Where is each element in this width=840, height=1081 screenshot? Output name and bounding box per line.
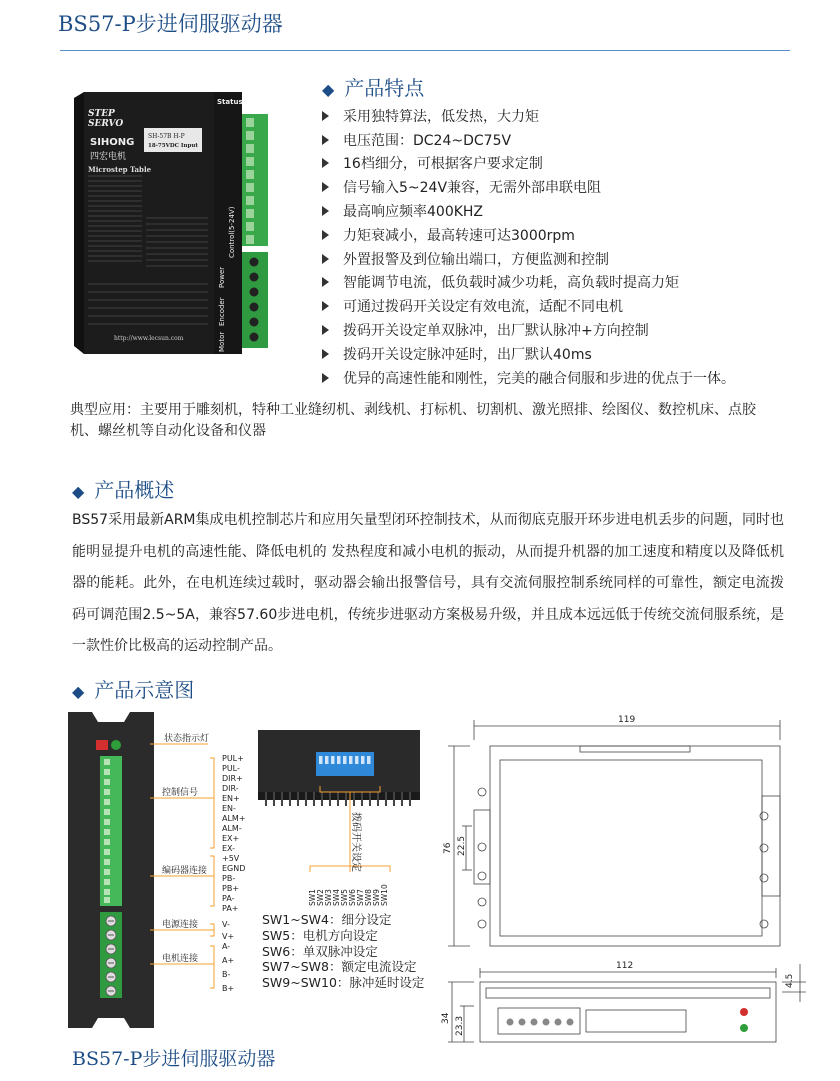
features-list [322, 104, 812, 390]
dim-depth: 34 [441, 1012, 451, 1024]
sw-label: SW6 [348, 889, 357, 906]
pin-label: PA- [222, 894, 235, 903]
feature-item: 优异的高速性能和刚性，完美的融合伺服和步进的优点于一体。 [322, 366, 812, 390]
pin-label: PA+ [222, 904, 239, 913]
sw-desc-item: SW5：电机方向设定 [262, 927, 378, 943]
status-group-label: 状态指示灯 [164, 734, 210, 744]
bullet-triangle-icon [322, 301, 329, 311]
diagram-title: 产品示意图 [94, 678, 195, 702]
pin-label: PUL- [222, 764, 240, 773]
bullet-triangle-icon [322, 277, 329, 287]
sw-desc-item: SW9~SW10：脉冲延时设定 [262, 975, 425, 991]
input-label: 18-75VDC Input [148, 143, 198, 149]
control-label: Control(5-24V) [228, 206, 236, 258]
bullet-triangle-icon [322, 206, 329, 216]
dim-height: 76 [443, 842, 453, 854]
status-led-red [96, 740, 108, 750]
pin-label: DIR+ [222, 774, 243, 783]
driver-product-photo [74, 88, 284, 356]
pin-label: B+ [222, 984, 235, 993]
bullet-triangle-icon [322, 230, 329, 240]
feature-item: 拨码开关设定脉冲延时，出厂默认40ms [322, 342, 812, 366]
dim-width-bottom: 112 [616, 961, 634, 971]
pin-label: A+ [222, 956, 235, 965]
url-label: http://www.lecsun.com [114, 335, 184, 342]
status-label: Status [217, 98, 243, 106]
control-group-label: 控制信号 [162, 788, 199, 798]
sw-label: SW9 [372, 889, 381, 906]
pin-label: A- [222, 942, 231, 951]
pin-label: ALM+ [222, 814, 246, 823]
feature-item: 拨码开关设定单双脉冲，出厂默认脉冲+方向控制 [322, 318, 812, 342]
bullet-triangle-icon [322, 158, 329, 168]
bullet-triangle-icon [322, 325, 329, 335]
status-led-green [111, 740, 121, 750]
signal-terminal-block [100, 756, 122, 906]
model-label: SH-57B H-P [148, 133, 185, 140]
sw-desc-item: SW6：单双脉冲设定 [262, 943, 378, 959]
dip-switch-labels [300, 780, 420, 908]
sw-label: SW2 [316, 889, 325, 906]
pin-label: PUL+ [222, 754, 244, 763]
sw-label: SW5 [340, 889, 349, 906]
diamond-icon: ◆ [72, 482, 85, 501]
sw-descriptions [262, 912, 424, 991]
side-led-green [740, 1024, 748, 1032]
features-heading [322, 72, 424, 101]
dim-mount-offset: 22.5 [457, 835, 467, 856]
brand-label: SIHONG [90, 137, 135, 148]
dim-thickness: 4.5 [785, 973, 795, 988]
bullet-triangle-icon [322, 135, 329, 145]
feature-item: 智能调节电流，低负载时减少功耗，高负载时提高力矩 [322, 271, 812, 295]
pin-label: EN- [222, 804, 236, 813]
diamond-icon: ◆ [322, 80, 335, 99]
feature-item: 电压范围：DC24~DC75V [322, 128, 812, 152]
sw-desc-item: SW1~SW4：细分设定 [262, 912, 392, 927]
pin-label: EN+ [222, 794, 240, 803]
step-label: STEP [88, 109, 115, 119]
encoder-label: Encoder [218, 297, 226, 326]
motor-group-label: 电机连接 [162, 954, 199, 964]
bullet-triangle-icon [322, 349, 329, 359]
pin-label: PB- [222, 874, 236, 883]
motor-label: Motor [218, 331, 226, 352]
microstep-title: Microstep Table [88, 165, 152, 174]
dim-depth-inner: 23.3 [455, 1015, 465, 1036]
bottom-title: BS57-P步进伺服驱动器 [72, 1048, 276, 1070]
feature-item: 可通过拨码开关设定有效电流，适配不同电机 [322, 294, 812, 318]
bullet-triangle-icon [322, 111, 329, 121]
page-title: BS57-P步进伺服驱动器 [58, 12, 283, 36]
sw-label: SW8 [364, 889, 373, 906]
power-group-label: 电源连接 [162, 920, 199, 930]
bullet-triangle-icon [322, 254, 329, 264]
features-title: 产品特点 [344, 76, 425, 100]
sw-label: SW7 [356, 889, 365, 906]
title-divider [60, 50, 790, 51]
feature-item: 外置报警及到位输出端口，方便监测和控制 [322, 247, 812, 271]
power-label: Power [218, 266, 226, 288]
bullet-triangle-icon [322, 373, 329, 383]
bullet-triangle-icon [322, 182, 329, 192]
pin-label: EX- [222, 844, 236, 853]
pin-labels [150, 730, 260, 1000]
sw-label: SW1 [308, 889, 317, 906]
pin-label: EGND [222, 864, 246, 873]
pin-label: DIR- [222, 784, 239, 793]
pin-label: EX+ [222, 834, 240, 843]
pin-label: B- [222, 970, 231, 979]
overview-heading [72, 474, 174, 503]
pin-label: V- [222, 920, 230, 929]
encoder-group-label: 编码器连接 [162, 866, 208, 876]
sw-label: SW4 [332, 889, 341, 906]
pin-label: PB+ [222, 884, 240, 893]
sw-label: SW10 [380, 884, 389, 906]
pin-label: +5V [222, 854, 240, 863]
overview-text: BS57采用最新ARM集成电机控制芯片和应用矢量型闭环控制技术，从而彻底克服开环步进电机丢步的问题，同时也能明显提升电机的高速性能、降低电机的 发热程度和减小电机的振动，从而提升机器的加工速度和精度以及降低机器的能耗。此外，在电机连续过载时，驱动器会输出报警信号，具有交流伺服控制系统同样的可靠性，额定电流拨码可调范围2.5~5A，兼容57.60步进电机，传统步进驱动方案极易升级，并且成本远远低于传统交流伺服系统，是一款性价比极高的运动控制产品。 [72, 512, 784, 655]
overview-title: 产品概述 [94, 478, 175, 502]
dip-setting-label: 拨码开关设定 [350, 812, 361, 872]
feature-item: 16档细分，可根据客户要求定制 [322, 152, 812, 176]
sw-desc-item: SW7~SW8：额定电流设定 [262, 959, 417, 975]
dimension-drawing [440, 706, 820, 1066]
sw-label: SW3 [324, 889, 333, 906]
diamond-icon: ◆ [72, 682, 85, 701]
servo-label: SERVO [88, 119, 124, 129]
dim-width-top: 119 [618, 715, 636, 725]
feature-item: 信号输入5~24V兼容，无需外部串联电阻 [322, 175, 812, 199]
feature-item: 最高响应频率400KHZ [322, 199, 812, 223]
feature-item: 采用独特算法，低发热，大力矩 [322, 104, 812, 128]
diagram-heading [72, 674, 194, 703]
pin-label: V+ [222, 932, 235, 941]
pin-label: ALM- [222, 824, 242, 833]
feature-item: 力矩衰减小，最高转速可达3000rpm [322, 223, 812, 247]
side-led-red [740, 1008, 748, 1016]
application-text: 典型应用：主要用于雕刻机，特种工业缝纫机、剥线机、打标机、切割机、激光照排、绘图仪、数控机床、点胶机、螺丝机等自动化设备和仪器 [70, 402, 756, 439]
brand-cn-label: 四宏电机 [90, 152, 127, 162]
